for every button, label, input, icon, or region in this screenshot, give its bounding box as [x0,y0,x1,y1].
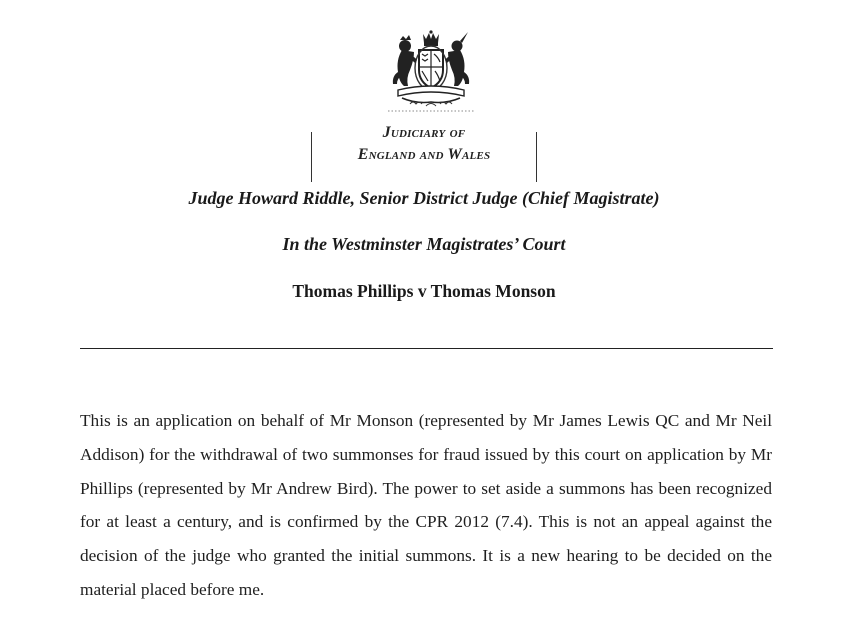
horizontal-divider [80,348,773,349]
case-title: Thomas Phillips v Thomas Monson [292,281,556,301]
judgment-paragraph: This is an application on behalf of Mr Monson (represented by Mr James Lewis QC and Mr Neil Addison) for the withdrawal of two summonses for fraud issued by this court on application by Mr Phillips (represented by Mr Andrew Bird). The power to set aside a summons has been recognized for at least a century, and is confirmed by the CPR 2012 (7.4). This is not an appeal against the decision of the judge who granted the initial summons. It is a new hearing to be decided on the material placed before me. [80,411,772,599]
judiciary-title-box [311,124,537,182]
court-name: In the Westminster Magistrates’ Court [282,234,566,254]
judge-name: Judge Howard Riddle, Senior District Judge (Chief Magistrate) [188,188,660,208]
royal-coat-of-arms-icon [388,30,474,114]
judiciary-title-line-2: England and Wales [357,146,491,163]
judiciary-title-line-1: Judiciary of [382,124,466,141]
